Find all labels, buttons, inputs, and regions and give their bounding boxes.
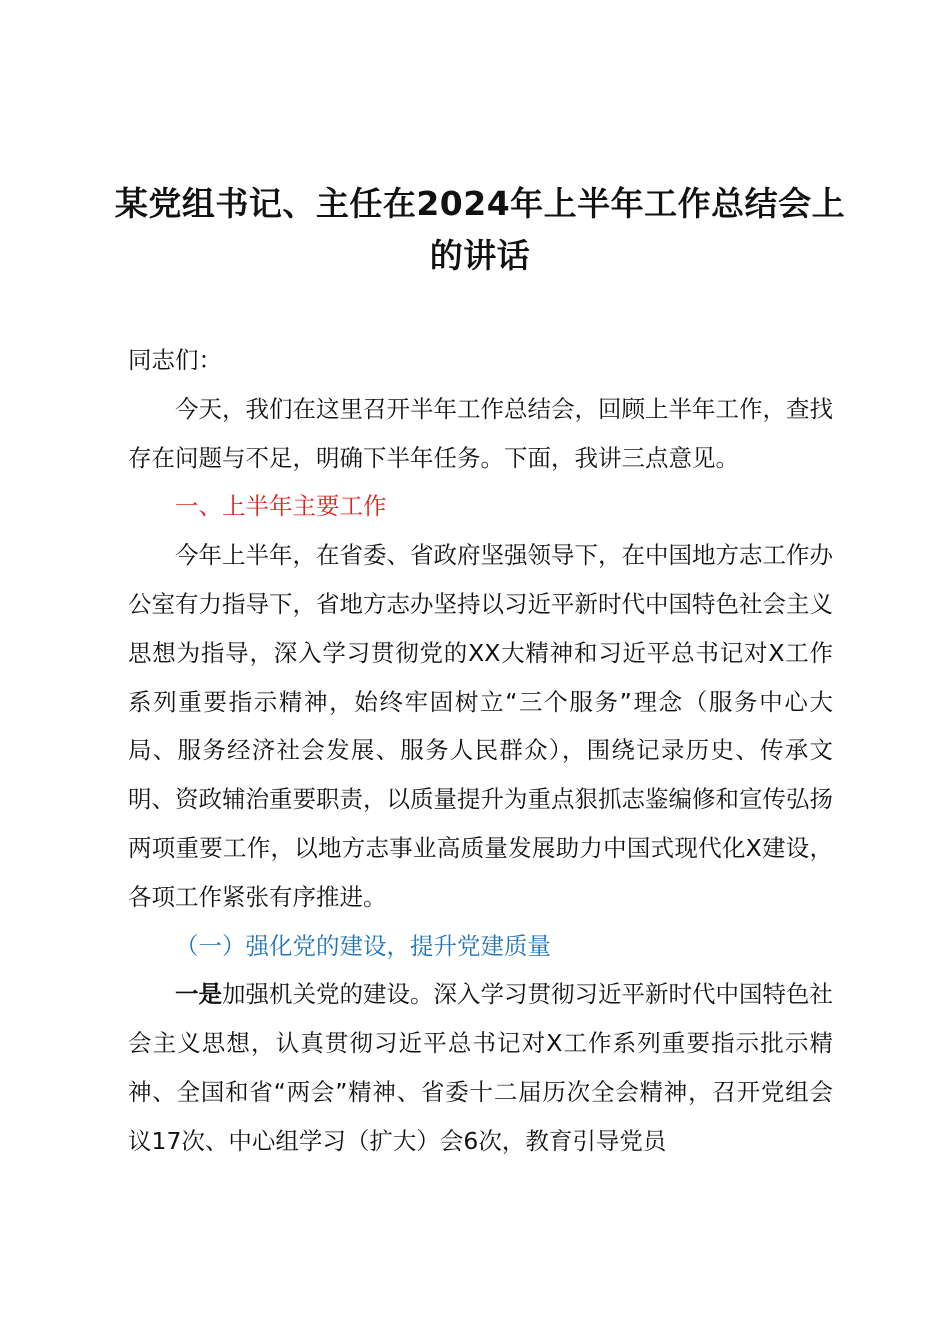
point-1-text: 加强机关党的建设。深入学习贯彻习近平新时代中国特色社会主义思想，认真贯彻习近平总书记对X工作系列重要指示批示精神、全国和省“两会”精神、省委十二届历次全会精神，召开党组会议17次、中心组学习（扩大）会6次，教育引导党员: [128, 980, 833, 1155]
point-1-paragraph: [128, 970, 833, 1165]
section-1-paragraph: 今年上半年，在省委、省政府坚强领导下，在中国地方志工作办公室有力指导下，省地方志办坚持以习近平新时代中国特色社会主义思想为指导，深入学习贯彻党的XX大精神和习近平总书记对X工作系列重要指示精神，始终牢固树立“三个服务”理念（服务中心大局、服务经济社会发展、服务人民群众），围绕记录历史、传承文明、资政辅治重要职责，以质量提升为重点狠抓志鉴编修和宣传弘扬两项重要工作，以地方志事业高质量发展助力中国式现代化X建设，各项工作紧张有序推进。: [128, 541, 833, 911]
section-heading-1: 一、上半年主要工作: [175, 492, 387, 521]
document-body: [128, 336, 833, 1166]
salutation: 同志们：: [128, 346, 222, 374]
point-1-lead: 一是: [175, 980, 222, 1009]
intro-paragraph: 今天，我们在这里召开半年工作总结会，回顾上半年工作，查找存在问题与不足，明确下半年任务。下面，我讲三点意见。: [128, 394, 833, 472]
document-title: 某党组书记、主任在2024年上半年工作总结会上的讲话: [114, 184, 846, 275]
subsection-heading-1: （一）强化党的建设，提升党建质量: [175, 931, 551, 960]
